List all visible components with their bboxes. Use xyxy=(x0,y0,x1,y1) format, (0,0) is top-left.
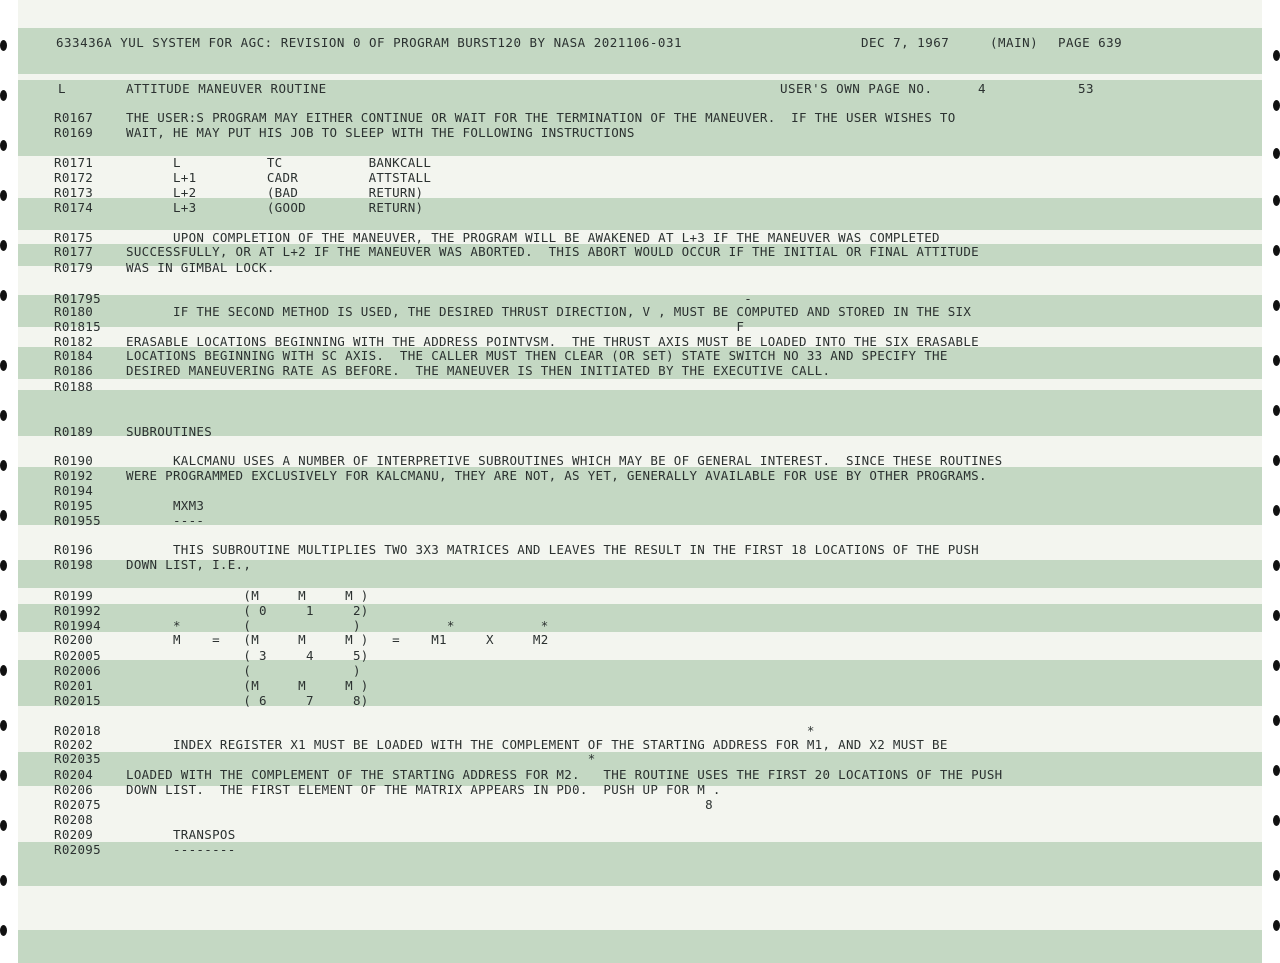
tractor-hole xyxy=(1273,148,1280,159)
line-number: R02006 xyxy=(54,663,101,678)
line-text: ( 6 7 8) xyxy=(126,693,369,708)
line-number: R0167 xyxy=(54,110,94,125)
line-text: DESIRED MANEUVERING RATE AS BEFORE. THE MANEUVER IS THEN INITIATED BY THE EXECUTIVE CALL. xyxy=(126,363,831,378)
line-number: R0175 xyxy=(54,230,94,245)
line-text: THIS SUBROUTINE MULTIPLIES TWO 3X3 MATRICES AND LEAVES THE RESULT IN THE FIRST 18 LOCATIONS OF THE PUSH xyxy=(126,542,979,557)
line-text: ( 3 4 5) xyxy=(126,648,369,663)
line-number: R0192 xyxy=(54,468,94,483)
users-page-label: USER'S OWN PAGE NO. xyxy=(780,81,933,96)
line-text: L+3 (GOOD RETURN) xyxy=(126,200,424,215)
line-text: (M M M ) xyxy=(126,678,369,693)
tractor-hole xyxy=(1273,245,1280,256)
line-number: R0182 xyxy=(54,334,94,349)
tractor-hole xyxy=(0,140,7,151)
line-number: R01795 xyxy=(54,291,101,306)
section-title: ATTITUDE MANEUVER ROUTINE xyxy=(126,81,327,96)
line-number: R0184 xyxy=(54,348,94,363)
line-number: R0188 xyxy=(54,379,94,394)
line-text: * xyxy=(126,723,815,738)
header-date: DEC 7, 1967 xyxy=(861,35,950,50)
line-number: R0195 xyxy=(54,498,94,513)
line-text: -------- xyxy=(126,842,236,857)
line-text: F xyxy=(126,319,745,334)
tractor-hole xyxy=(0,610,7,621)
line-text: * xyxy=(126,751,596,766)
subheader-marker: L xyxy=(58,81,67,96)
line-text: LOADED WITH THE COMPLEMENT OF THE STARTING ADDRESS FOR M2. THE ROUTINE USES THE FIRST 20 LOCATIONS OF THE PUSH xyxy=(126,767,1003,782)
tractor-hole xyxy=(1273,660,1280,671)
tractor-hole xyxy=(0,720,7,731)
line-number: R0171 xyxy=(54,155,94,170)
tractor-hole xyxy=(0,510,7,521)
line-number: R0206 xyxy=(54,782,94,797)
line-number: R02035 xyxy=(54,751,101,766)
line-text: L TC BANKCALL xyxy=(126,155,432,170)
line-text: ( ) xyxy=(126,663,361,678)
line-text: (M M M ) xyxy=(126,588,369,603)
header-page: PAGE 639 xyxy=(1058,35,1123,50)
tractor-hole xyxy=(0,560,7,571)
line-text: IF THE SECOND METHOD IS USED, THE DESIRED THRUST DIRECTION, V , MUST BE COMPUTED AND STORED IN THE SIX xyxy=(126,304,972,319)
line-number: R0172 xyxy=(54,170,94,185)
tractor-hole xyxy=(1273,920,1280,931)
line-text: DOWN LIST, I.E., xyxy=(126,557,252,572)
line-number: R0179 xyxy=(54,260,94,275)
line-text: LOCATIONS BEGINNING WITH SC AXIS. THE CALLER MUST THEN CLEAR (OR SET) STATE SWITCH NO 33 AND SPECIFY THE xyxy=(126,348,948,363)
header-title: 633436A YUL SYSTEM FOR AGC: REVISION 0 OF PROGRAM BURST120 BY NASA 2021106-031 xyxy=(56,35,682,50)
tractor-hole xyxy=(1273,355,1280,366)
tractor-hole xyxy=(1273,405,1280,416)
line-number: R0200 xyxy=(54,632,94,647)
line-number: R02005 xyxy=(54,648,101,663)
line-text: L+1 CADR ATTSTALL xyxy=(126,170,432,185)
line-text: - xyxy=(126,291,753,306)
line-number: R0201 xyxy=(54,678,94,693)
tractor-hole xyxy=(0,875,7,886)
subheader-right-number: 53 xyxy=(1078,81,1095,96)
tractor-hole xyxy=(0,90,7,101)
line-number: R0196 xyxy=(54,542,94,557)
tractor-hole xyxy=(1273,505,1280,516)
tractor-hole xyxy=(0,290,7,301)
line-number: R0209 xyxy=(54,827,94,842)
line-number: R0173 xyxy=(54,185,94,200)
line-number: R02018 xyxy=(54,723,101,738)
line-number: R0204 xyxy=(54,767,94,782)
line-text: DOWN LIST. THE FIRST ELEMENT OF THE MATRIX APPEARS IN PD0. PUSH UP FOR M . xyxy=(126,782,721,797)
line-text: 8 xyxy=(126,797,713,812)
line-number: R0190 xyxy=(54,453,94,468)
line-text: WAIT, HE MAY PUT HIS JOB TO SLEEP WITH THE FOLLOWING INSTRUCTIONS xyxy=(126,125,635,140)
line-text: WAS IN GIMBAL LOCK. xyxy=(126,260,275,275)
tractor-hole xyxy=(0,665,7,676)
line-number: R0208 xyxy=(54,812,94,827)
users-page-number: 4 xyxy=(978,81,987,96)
line-number: R01955 xyxy=(54,513,101,528)
line-text: SUBROUTINES xyxy=(126,424,213,439)
line-text: * ( ) * * xyxy=(126,618,549,633)
line-number: R0174 xyxy=(54,200,94,215)
tractor-hole xyxy=(0,460,7,471)
tractor-hole xyxy=(0,770,7,781)
line-number: R0202 xyxy=(54,737,94,752)
tractor-hole xyxy=(0,40,7,51)
tractor-hole xyxy=(1273,195,1280,206)
tractor-hole xyxy=(0,410,7,421)
right-tractor-holes xyxy=(1268,0,1280,963)
tractor-hole xyxy=(1273,715,1280,726)
line-text: MXM3 xyxy=(126,498,205,513)
tractor-hole xyxy=(1273,50,1280,61)
tractor-hole xyxy=(1273,455,1280,466)
tractor-hole xyxy=(0,925,7,936)
line-text: M = (M M M ) = M1 X M2 xyxy=(126,632,549,647)
line-text: ERASABLE LOCATIONS BEGINNING WITH THE ADDRESS POINTVSM. THE THRUST AXIS MUST BE LOADED INTO THE SIX ERASABLE xyxy=(126,334,979,349)
line-text: ---- xyxy=(126,513,205,528)
tractor-hole xyxy=(0,240,7,251)
line-number: R01994 xyxy=(54,618,101,633)
tractor-hole xyxy=(0,820,7,831)
line-text: THE USER:S PROGRAM MAY EITHER CONTINUE OR WAIT FOR THE TERMINATION OF THE MANEUVER. IF THE USER WISHES TO xyxy=(126,110,956,125)
tractor-hole xyxy=(1273,815,1280,826)
line-number: R01992 xyxy=(54,603,101,618)
line-text: SUCCESSFULLY, OR AT L+2 IF THE MANEUVER WAS ABORTED. THIS ABORT WOULD OCCUR IF THE INITIAL OR FINAL ATTITUDE xyxy=(126,244,979,259)
line-number: R0189 xyxy=(54,424,94,439)
line-text: INDEX REGISTER X1 MUST BE LOADED WITH THE COMPLEMENT OF THE STARTING ADDRESS FOR M1, AND X2 MUST BE xyxy=(126,737,948,752)
line-number: R0198 xyxy=(54,557,94,572)
tractor-hole xyxy=(1273,870,1280,881)
header-tag: (MAIN) xyxy=(990,35,1039,50)
line-number: R0186 xyxy=(54,363,94,378)
line-text: UPON COMPLETION OF THE MANEUVER, THE PROGRAM WILL BE AWAKENED AT L+3 IF THE MANEUVER WAS COMPLETED xyxy=(126,230,940,245)
line-number: R0169 xyxy=(54,125,94,140)
printout-page xyxy=(18,0,1262,963)
left-tractor-holes xyxy=(0,0,12,963)
line-text: L+2 (BAD RETURN) xyxy=(126,185,424,200)
line-number: R02015 xyxy=(54,693,101,708)
tractor-hole xyxy=(1273,765,1280,776)
tractor-hole xyxy=(1273,300,1280,311)
tractor-hole xyxy=(0,190,7,201)
tractor-hole xyxy=(0,360,7,371)
line-text: WERE PROGRAMMED EXCLUSIVELY FOR KALCMANU, THEY ARE NOT, AS YET, GENERALLY AVAILABLE FOR USE BY OTHER PROGRAMS. xyxy=(126,468,987,483)
line-number: R0199 xyxy=(54,588,94,603)
line-text: TRANSPOS xyxy=(126,827,236,842)
line-text: ( 0 1 2) xyxy=(126,603,369,618)
line-text: KALCMANU USES A NUMBER OF INTERPRETIVE SUBROUTINES WHICH MAY BE OF GENERAL INTEREST. SINCE THESE ROUTINES xyxy=(126,453,1003,468)
line-number: R0180 xyxy=(54,304,94,319)
tractor-hole xyxy=(1273,100,1280,111)
tractor-hole xyxy=(1273,560,1280,571)
line-number: R0177 xyxy=(54,244,94,259)
line-number: R02075 xyxy=(54,797,101,812)
tractor-hole xyxy=(1273,610,1280,621)
line-number: R01815 xyxy=(54,319,101,334)
line-number: R02095 xyxy=(54,842,101,857)
line-number: R0194 xyxy=(54,483,94,498)
